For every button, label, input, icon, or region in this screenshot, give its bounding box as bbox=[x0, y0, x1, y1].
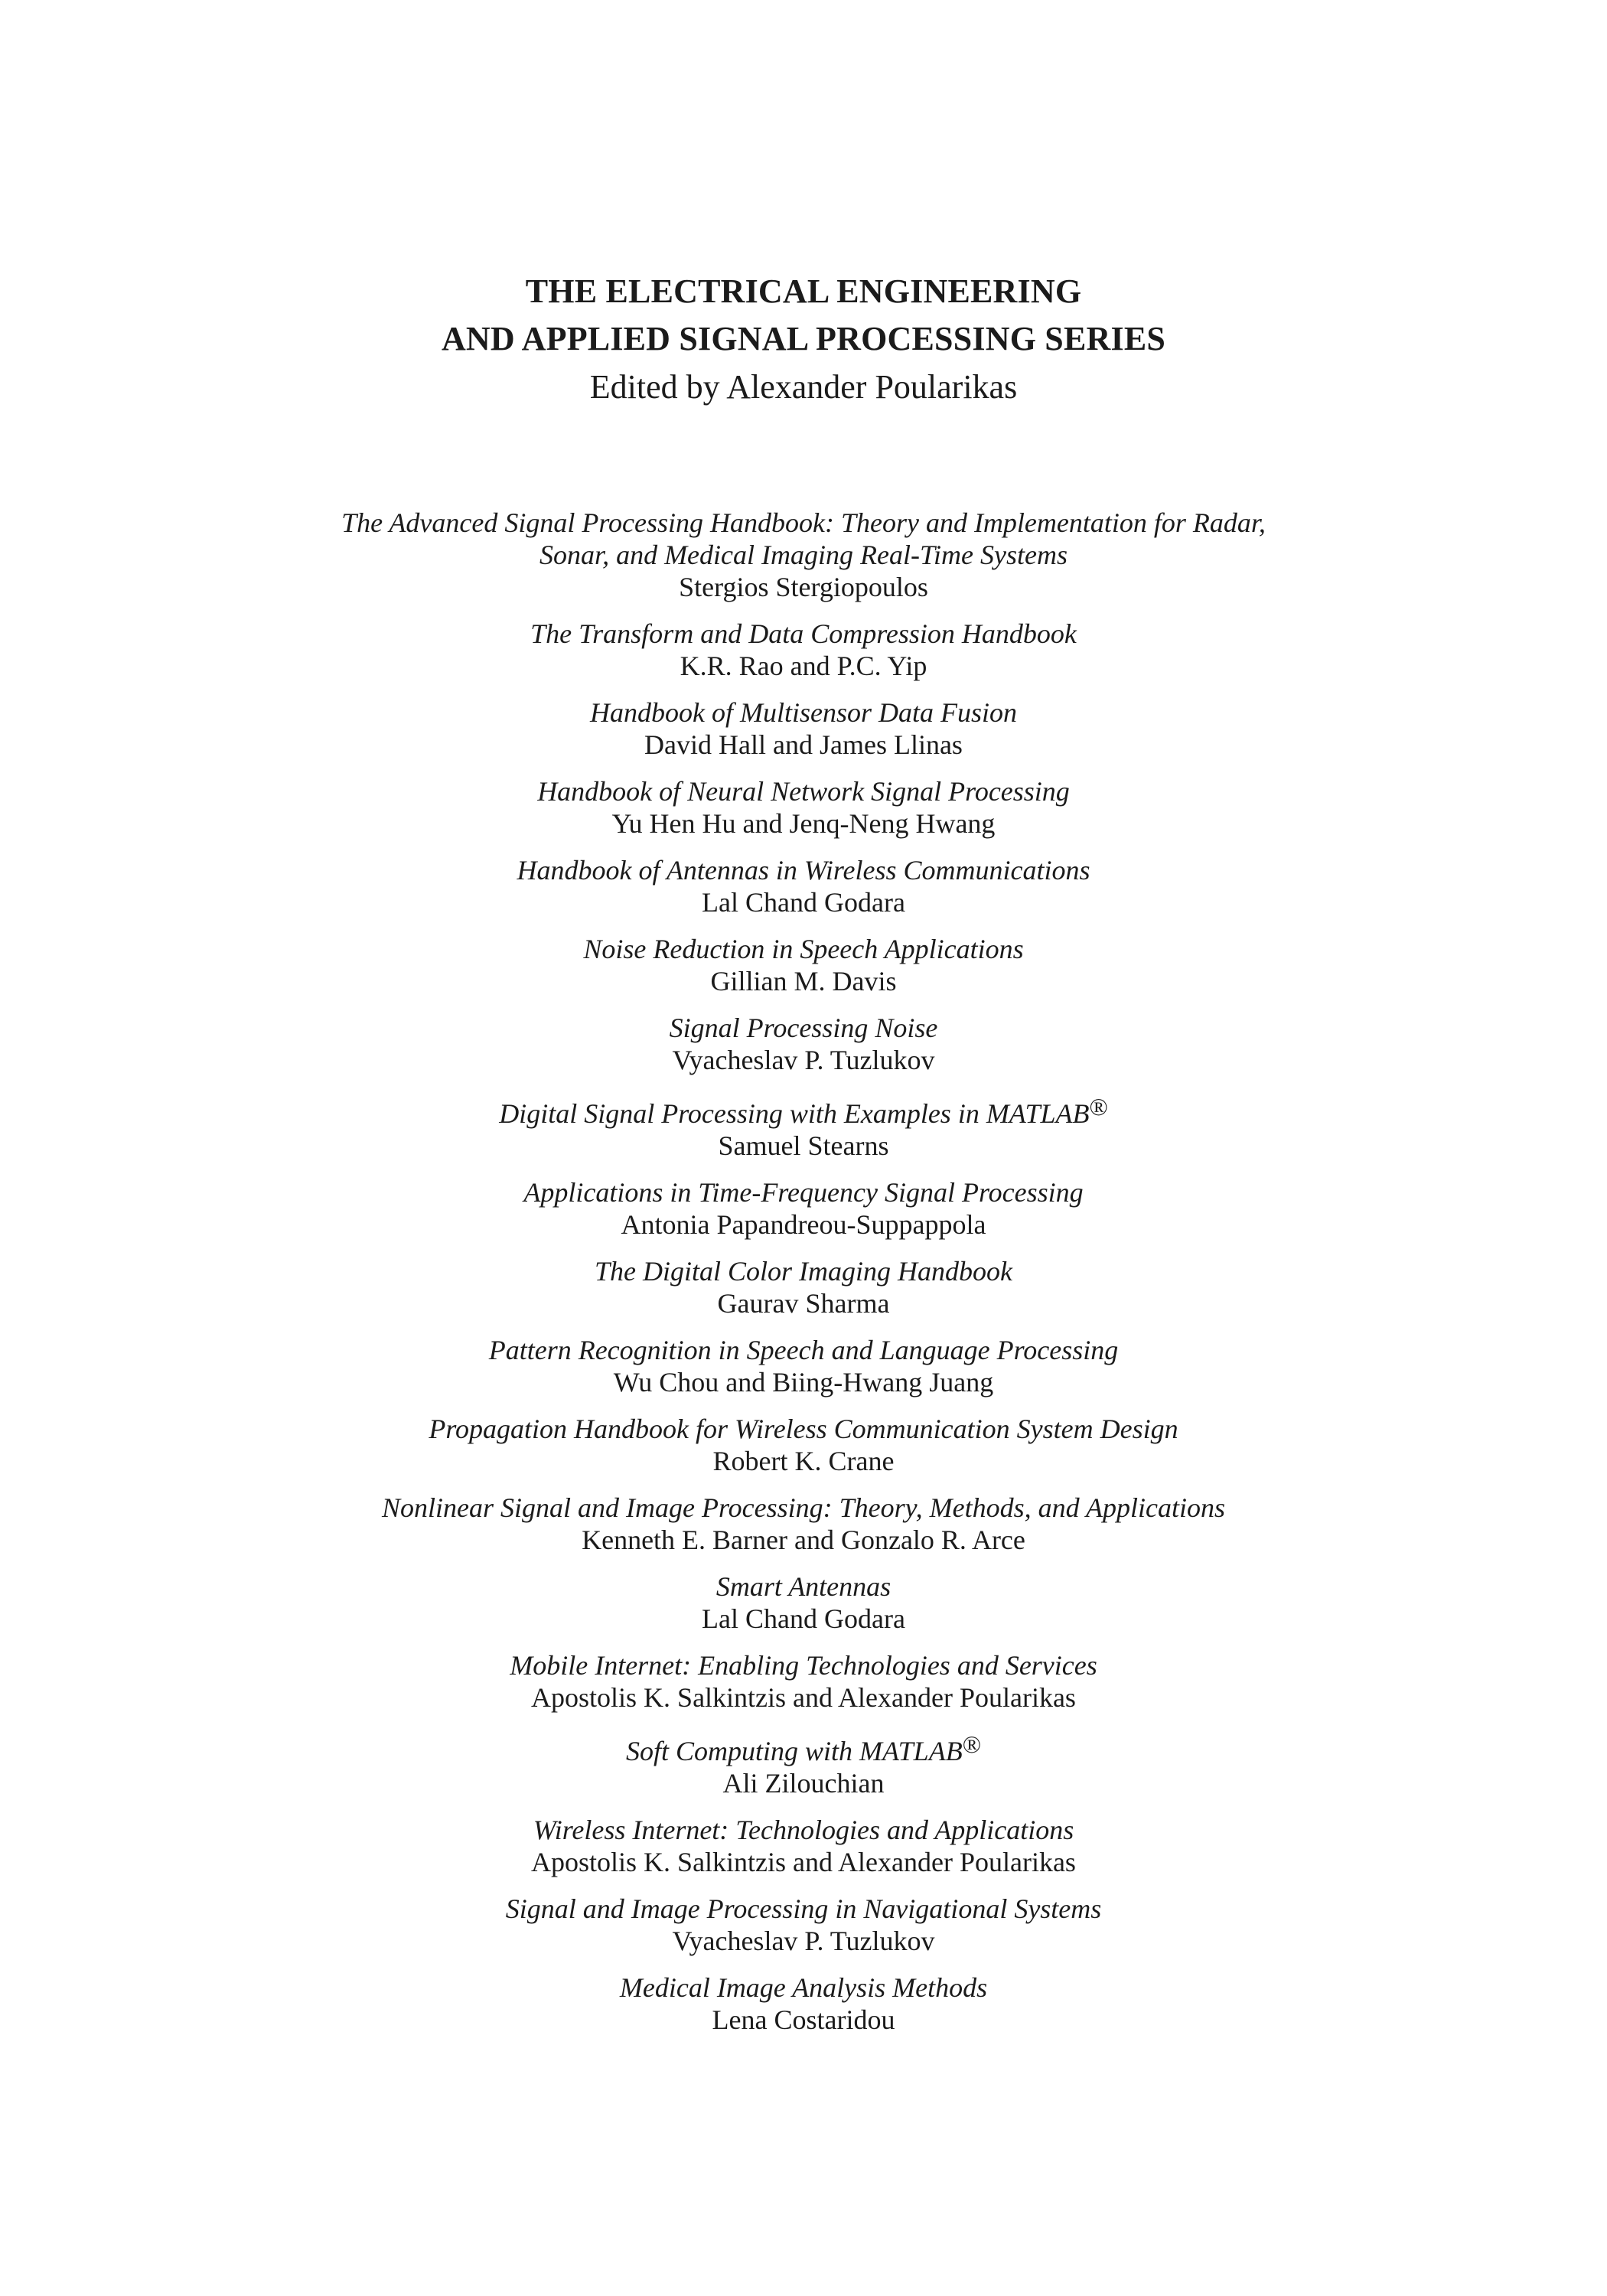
book-entry bbox=[0, 1893, 1607, 1957]
book-entry bbox=[0, 507, 1607, 603]
book-entry bbox=[0, 1176, 1607, 1241]
book-entry bbox=[0, 1971, 1607, 2036]
series-header bbox=[0, 268, 1607, 409]
book-title: Applications in Time-Frequency Signal Processing bbox=[523, 1177, 1084, 1208]
book-entry bbox=[0, 1814, 1607, 1878]
book-title: Handbook of Neural Network Signal Processing bbox=[537, 776, 1070, 807]
series-title-line-2: AND APPLIED SIGNAL PROCESSING SERIES bbox=[441, 320, 1166, 357]
book-title: Smart Antennas bbox=[715, 1571, 892, 1602]
book-entry bbox=[0, 933, 1607, 997]
book-author: Vyacheslav P. Tuzlukov bbox=[672, 1045, 935, 1075]
book-author: Stergios Stergiopoulos bbox=[679, 572, 928, 602]
book-author: David Hall and James Llinas bbox=[644, 729, 963, 760]
book-title: Pattern Recognition in Speech and Language Processing bbox=[488, 1335, 1119, 1365]
book-title: Mobile Internet: Enabling Technologies and Services bbox=[510, 1650, 1097, 1681]
book-author: Apostolis K. Salkintzis and Alexander Poularikas bbox=[531, 1682, 1076, 1713]
book-author: Kenneth E. Barner and Gonzalo R. Arce bbox=[582, 1525, 1025, 1555]
book-title-text: Digital Signal Processing with Examples in MATLAB bbox=[499, 1098, 1090, 1129]
book-author: Yu Hen Hu and Jenq-Neng Hwang bbox=[611, 808, 996, 839]
book-author: Gaurav Sharma bbox=[717, 1288, 890, 1319]
book-title: Sonar, and Medical Imaging Real-Time Systems bbox=[539, 540, 1068, 570]
book-title-text: Soft Computing with MATLAB bbox=[625, 1736, 963, 1766]
book-title: Handbook of Multisensor Data Fusion bbox=[590, 697, 1017, 728]
book-entry bbox=[0, 1012, 1607, 1076]
book-author: Wu Chou and Biing-Hwang Juang bbox=[613, 1367, 994, 1397]
book-entry bbox=[0, 1334, 1607, 1398]
book-author: Samuel Stearns bbox=[718, 1130, 889, 1161]
book-entry bbox=[0, 1570, 1607, 1635]
book-author: K.R. Rao and P.C. Yip bbox=[680, 651, 927, 681]
book-title: Medical Image Analysis Methods bbox=[619, 1972, 988, 2003]
series-title-line-1: THE ELECTRICAL ENGINEERING bbox=[525, 272, 1082, 310]
book-entry bbox=[0, 1091, 1607, 1162]
book-author: Apostolis K. Salkintzis and Alexander Poularikas bbox=[531, 1847, 1076, 1877]
book-list bbox=[0, 507, 1607, 2050]
book-title: Propagation Handbook for Wireless Communication System Design bbox=[429, 1414, 1178, 1444]
registered-mark: ® bbox=[1089, 1093, 1108, 1120]
book-author: Antonia Papandreou-Suppappola bbox=[621, 1209, 986, 1240]
book-title: The Advanced Signal Processing Handbook: Theory and Implementation for Radar, bbox=[341, 507, 1266, 538]
book-title: Signal and Image Processing in Navigational Systems bbox=[505, 1893, 1102, 1924]
book-entry bbox=[0, 696, 1607, 761]
book-author: Vyacheslav P. Tuzlukov bbox=[672, 1926, 935, 1956]
book-title: Wireless Internet: Technologies and Applications bbox=[533, 1815, 1074, 1845]
book-entry bbox=[0, 1413, 1607, 1477]
book-entry bbox=[0, 1255, 1607, 1319]
registered-mark: ® bbox=[962, 1730, 981, 1758]
book-entry bbox=[0, 1728, 1607, 1799]
book-entry bbox=[0, 1649, 1607, 1714]
book-entry bbox=[0, 1492, 1607, 1556]
book-title: Nonlinear Signal and Image Processing: Theory, Methods, and Applications bbox=[382, 1492, 1225, 1523]
book-author: Robert K. Crane bbox=[712, 1446, 895, 1476]
book-entry bbox=[0, 854, 1607, 918]
book-title: Noise Reduction in Speech Applications bbox=[583, 934, 1024, 964]
book-author: Gillian M. Davis bbox=[710, 966, 897, 996]
series-editor: Edited by Alexander Poularikas bbox=[589, 368, 1018, 406]
book-title bbox=[0, 1728, 1607, 1767]
book-title bbox=[0, 1091, 1607, 1130]
book-title: The Transform and Data Compression Handbook bbox=[530, 618, 1077, 649]
book-author: Ali Zilouchian bbox=[722, 1768, 885, 1799]
book-title: The Digital Color Imaging Handbook bbox=[595, 1256, 1012, 1287]
book-author: Lal Chand Godara bbox=[702, 1603, 905, 1634]
book-title: Handbook of Antennas in Wireless Communications bbox=[517, 855, 1090, 885]
book-entry bbox=[0, 618, 1607, 682]
book-entry bbox=[0, 775, 1607, 840]
book-author: Lal Chand Godara bbox=[702, 887, 905, 918]
book-title: Signal Processing Noise bbox=[669, 1013, 938, 1043]
book-author: Lena Costaridou bbox=[712, 2004, 895, 2035]
